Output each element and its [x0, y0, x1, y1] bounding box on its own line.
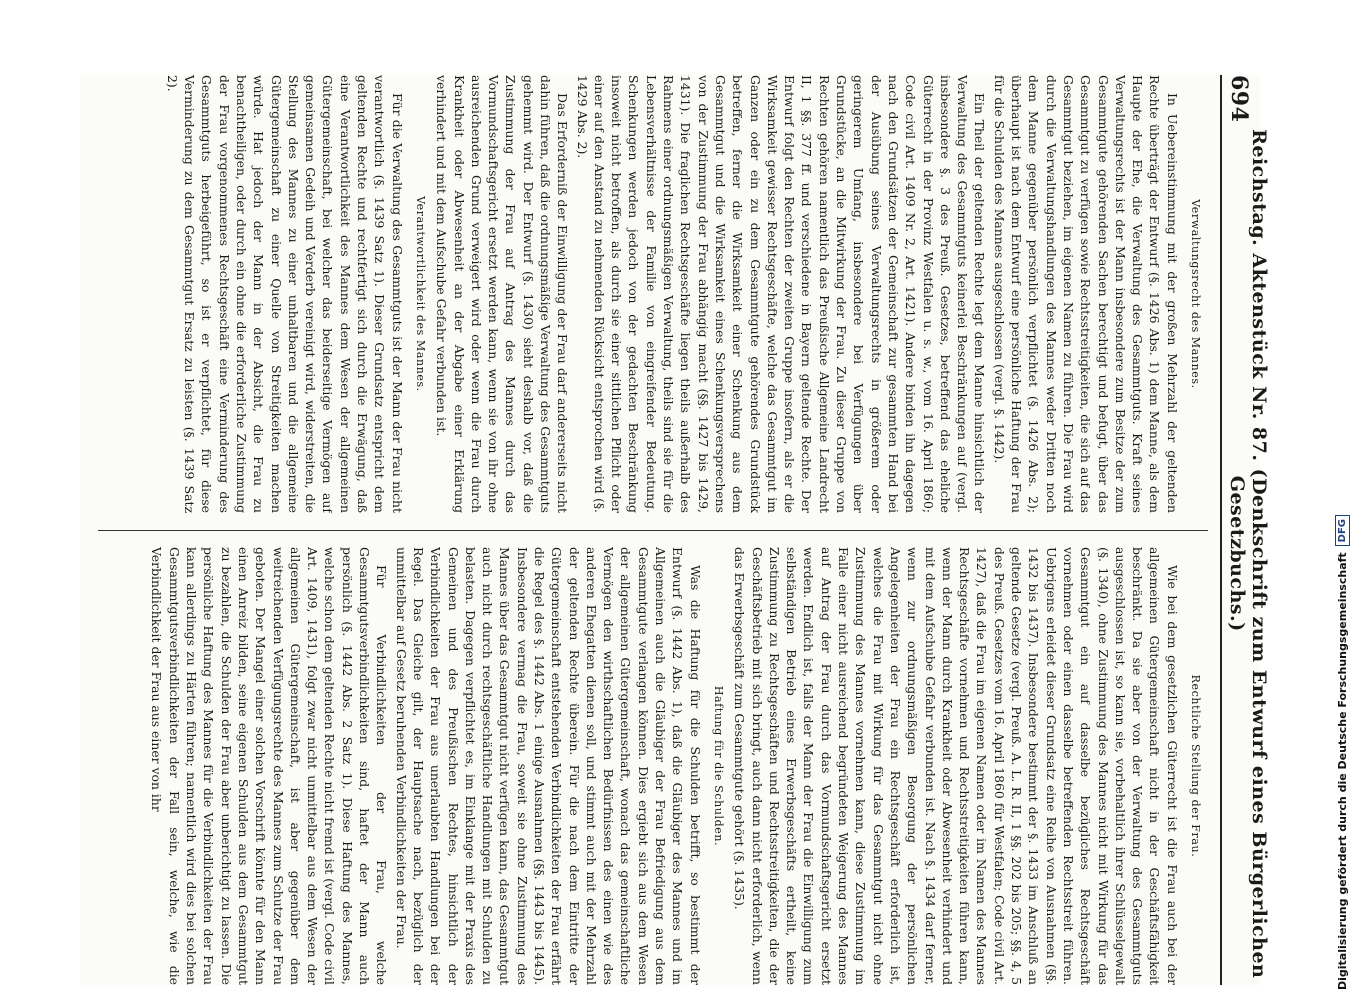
right-column [93, 547, 1208, 985]
dfg-logo: DFG [1335, 515, 1350, 546]
scanned-page [80, 75, 1270, 985]
paragraph: Für die Verwaltung des Gesammtguts ist der Mann der Frau nicht verantwortlich (§. 1439 Satz 1). Dieser Grundsatz entspricht dem geltenden Rechte und rechtfertigt sich durch die Erwägung, daß eine Verantwortlichkeit des Mannes dem Wesen der allgemeinen Gütergemeinschaft, bei welcher das beiderseitige Vermögen auf gemeinsamen Gedeih und Verderb vereinigt wird, widerstreiten, die Stellung des Mannes zu einer unhaltbaren und die allgemeine Gütergemeinschaft zu einer Quelle von Streitigkeiten machen würde. Hat jedoch der Mann in der Absicht, die Frau zu benachtheiligen, oder durch ein ohne die erforderliche Zustimmung der Frau vorgenommenes Rechtsgeschäft eine Verminderung des Gesammtguts herbeigeführt, so ist er verpflichtet, für diese Verminderung zu dem Gesammtgut Ersatz zu leisten (§. 1439 Satz 2). [164, 75, 405, 513]
digitization-credit [1333, 0, 1351, 990]
left-column [93, 75, 1208, 513]
section-heading: Verwaltungsrecht des Mannes. [1189, 199, 1202, 389]
section-heading: Haftung für die Schulden. [711, 685, 725, 847]
page-title: Reichstag. Aktenstück Nr. 87. (Denkschrift zum Entwurf eines Bürgerlichen Gesetzbuchs.) [1226, 129, 1270, 979]
page-header [1220, 75, 1270, 985]
paragraph: In Uebereinstimmung mit der großen Mehrzahl der geltenden Rechte überträgt der Entwurf (§. 1426 Abs. 1) dem Manne, als dem Haupte der Ehe, die Verwaltung des Gesammtguts. Kraft seines Verwaltungsrechts ist der Mann insbesondere zum Besitze der zum Gesammtgute gehörenden Sachen berechtigt und befugt, über das Gesammtgut zu verfügen sowie Rechtsstreitigkeiten, die sich auf das Gesammtgut beziehen, im eigenen Namen zu führen. Die Frau wird durch die Verwaltungshandlungen des Mannes weder Dritten noch dem Manne gegenüber persönlich verpflichtet (§. 1426 Abs. 2); überhaupt ist nach dem Entwurf eine persönliche Haftung der Frau für die Schulden des Mannes ausgeschlossen (vergl. §. 1442). [991, 75, 1180, 513]
credit-text: Digitalisierung gefördert durch die Deutsche Forschungsgemeinschaft [1335, 552, 1349, 990]
paragraph: Was die Haftung für die Schulden betrifft, so bestimmt der Entwurf (§. 1442 Abs. 1), daß die Gläubiger des Mannes und im Allgemeinen auch die Gläubiger der Frau Befriedigung aus dem Gesammtgute verlangen können. Dies ergiebt sich aus dem Wesen der allgemeinen Gütergemeinschaft, wonach das gemeinschaftliche Vermögen den wirthschaftlichen Bedürfnissen des einen wie des anderen Ehegatten dienen soll, und stimmt auch mit der Mehrzahl der geltenden Rechte überein. Für die nach dem Eintritte der Gütergemeinschaft entstehenden Verbindlichkeiten der Frau erfährt die Regel des §. 1442 Abs. 1 einige Ausnahmen (§§. 1443 bis 1445). Insbesondere vermag die Frau, soweit sie ohne Zustimmung des Mannes über das Gesammtgut nicht verfügen kann, das Gesammtgut auch nicht durch rechtsgeschäftliche Handlungen mit Schulden zu belasten. Dagegen verpflichtet es, im Einklange mit der Praxis des Gemeinen und des Preußischen Rechtes, hinsichtlich der Verbindlichkeiten der Frau aus unerlaubten Handlungen bei der Regel. Das Gleiche gilt, der Hauptsache nach, bezüglich der unmittelbar auf Gesetz beruhenden Verbindlichkeiten der Frau. [393, 547, 703, 985]
section-heading: Verantwortlichkeit des Mannes. [413, 196, 427, 392]
section-heading: Rechtliche Stellung der Frau. [1189, 674, 1202, 858]
column-divider [98, 530, 1208, 531]
page-number: 694 [1226, 75, 1252, 123]
paragraph: Für Verbindlichkeiten der Frau, welche Gesammtgutsverbindlichkeiten sind, haftet der Mann auch persönlich (§. 1442 Abs. 2 Satz 1). Diese Haftung des Mannes, welche schon dem geltenden Rechte nicht fremd ist (vergl. Code civil Art. 1409, 1431), folgt zwar nicht unmittelbar aus dem Wesen der allgemeinen Gütergemeinschaft, ist aber gegenüber dem weitreichenden Verfügungsrechte des Mannes zum Schutze der Frau geboten. Der Mangel einer solchen Vorschrift könnte für den Mann einen Anreiz bilden, seine eigenen Schulden aus dem Gesammtgut zu bezahlen, die Schulden der Frau aber unberichtigt zu lassen. Die persönliche Haftung des Mannes für die Verbindlichkeiten der Frau kann allerdings zu Härten führen; namentlich wird dies bei solchen Gesammtgutsverbindlichkeiten der Fall sein, welche, wie die Verbindlichkeit der Frau aus einer von ihr [149, 547, 390, 985]
paragraph: Wie bei dem gesetzlichen Güterrecht ist die Frau auch bei der allgemeinen Gütergemeinschaft nicht in der Geschäftsfähigkeit beschränkt. Da sie aber von der Verwaltung des Gesammtguts ausgeschlossen ist, so kann sie, vorbehaltlich ihrer Schlüsselgewalt (§. 1340), ohne Zustimmung des Mannes nicht mit Wirkung für das Gesammtgut ein auf dasselbe bezügliches Rechtsgeschäft vornehmen oder einen dasselbe betreffenden Rechtsstreit führen. Uebrigens erleidet dieser Grundsatz eine Reihe von Ausnahmen (§§. 1432 bis 1437). Insbesondere bestimmt der §. 1433 im Anschluß an geltende Gesetze (vergl. Preuß. A. L. R. II, 1 §§. 202 bis 205; §§. 4, 5 des Preuß. Gesetzes vom 16. April 1860 für Westfalen; Code civil Art. 1427), daß die Frau im eigenen Namen oder im Namen des Mannes Rechtsgeschäfte vornehmen und Rechtsstreitigkeiten führen kann, wenn der Mann durch Krankheit oder Abwesenheit verhindert und mit dem Aufschube Gefahr verbunden ist. Nach §. 1434 darf ferner, wenn zur ordnungsmäßigen Besorgung der persönlichen Angelegenheiten der Frau ein Rechtsgeschäft erforderlich ist, welches die Frau mit Wirkung für das Gesammtgut nicht ohne Zustimmung des Mannes vornehmen kann, diese Zustimmung im Falle einer nicht ausreichend begründeten Weigerung des Mannes auf Antrag der Frau durch das Vormundschaftsgericht ersetzt werden. Endlich ist, falls der Mann der Frau die Einwilligung zum selbständigen Betrieb eines Erwerbsgeschäfts ertheilt, keine Zustimmung zu Rechtsgeschäften und Rechtsstreitigkeiten, die der Geschäftsbetrieb mit sich bringt, auch dann nicht erforderlich, wenn das Erwerbsgeschäft zum Gesammtgute gehört (§. 1435). [732, 547, 1180, 985]
paragraph: Das Erforderniß der Einwilligung der Frau darf andererseits nicht dahin führen, daß die ordnungsmäßige Verwaltung des Gesammtguts gehemmt wird. Der Entwurf (§. 1430) sieht deshalb vor, daß die Zustimmung der Frau auf Antrag des Mannes durch das Vormundschaftsgericht ersetzt werden kann, wenn sie von ihr ohne ausreichenden Grund verweigert wird oder wenn die Frau durch Krankheit oder Abwesenheit an der Abgabe einer Erklärung verhindert und mit dem Aufschube Gefahr verbunden ist. [434, 75, 571, 513]
paragraph: Ein Theil der geltenden Rechte legt dem Manne hinsichtlich der Verwaltung des Gesammtguts keinerlei Beschränkungen auf (vergl. insbesondere §. 3 des Preuß. Gesetzes, betreffend das eheliche Güterrecht in der Provinz Westfalen u. s. w., vom 16. April 1860; Code civil Art. 1409 Nr. 2, Art. 1421). Andere binden ihn dagegen nach den Grundsätzen der Gemeinschaft zur gesammten Hand bei der Ausübung seines Verwaltungsrechts in größerem oder geringerem Umfang, insbesondere bei Verfügungen über Grundstücke, an die Mitwirkung der Frau. Zu dieser Gruppe von Rechten gehören namentlich das Preußische Allgemeine Landrecht II, 1 §§. 377 ff. und verschiedene in Bayern geltende Rechte. Der Entwurf folgt den Rechten der zweiten Gruppe insofern, als er die Wirksamkeit gewisser Rechtsgeschäfte, welche das Gesammtgut im Ganzen oder ein zu dem Gesammtgute gehörendes Grundstück betreffen, ferner die Wirksamkeit einer Schenkung aus dem Gesammtgut und die Wirksamkeit eines Schenkungsversprechens von der Zustimmung der Frau abhängig macht (§§. 1427 bis 1429, 1431). Die fraglichen Rechtsgeschäfte liegen theils außerhalb des Rahmens einer ordnungsmäßigen Verwaltung, theils sind sie für die Lebensverhältnisse der Familie von eingreifender Bedeutung. Schenkungen werden jedoch von der gedachten Beschränkung insoweit nicht betroffen, als durch sie einer sittlichen Pflicht oder einer auf den Anstand zu nehmenden Rücksicht entsprochen wird (§. 1429 Abs. 2). [574, 75, 988, 513]
